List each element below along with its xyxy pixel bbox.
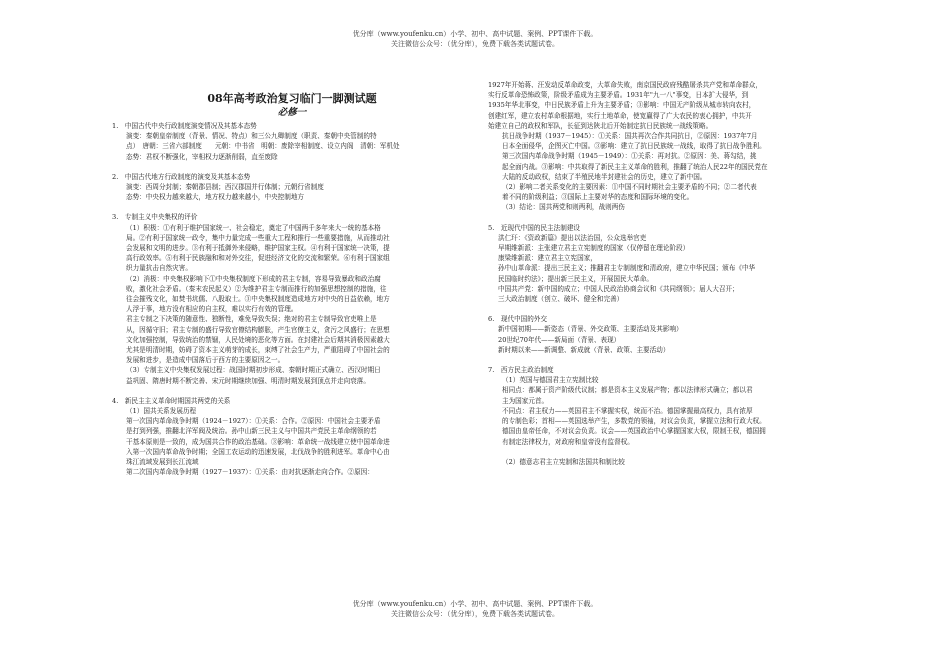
section-1-heading: 1. 中国古代中央行政制度演变情况及其基本态势 bbox=[112, 122, 257, 130]
list-item: 孙中山革命派：提出三民主义；推翻君主专制制度和清政府，建立中华民国；颁布《中华 bbox=[498, 264, 756, 273]
text-line: 织力量抗击自然灾害。 bbox=[126, 264, 192, 273]
page-footer bbox=[0, 600, 950, 619]
list-item: 中国共产党：新中国的成立；中国人民政治协商会议和《共同纲领》；届人大召开； bbox=[498, 284, 739, 293]
list-item: 新时期以来——新调整、新成就（背景、政策、主要活动） bbox=[498, 345, 670, 354]
text-line: 德国由皇帝任命，不对议会负责。议会——英国政治中心掌握国家大权，限制王权，德国拥 bbox=[502, 427, 766, 436]
text-line: 往会摧残文化，如焚书坑儒、八股取士。③中央集权制度造成地方对中央的日益依赖，地方 bbox=[126, 295, 390, 304]
text-line: （2）消极：中央集权影响下①中央集权制度下形成的君主专制，容易导致暴政和政治腐 bbox=[126, 274, 381, 283]
war-of-resistance-para bbox=[488, 131, 848, 151]
section-7-subheading-2: （2）德意志君主立宪制和法国共和制比较 bbox=[502, 457, 625, 466]
text-line: 君主专制之下决策的随意性、独断性，难免导致失误；绝对的君主专制导致官吏唯上是 bbox=[126, 315, 377, 324]
text-line: 珠江流域发展到长江流域 bbox=[126, 458, 199, 467]
text-line: 益巩固、隋唐时期不断完善、宋元时期继续加强、明清时期发展到顶点并走向衰落。 bbox=[126, 376, 370, 385]
text-line: 创建红军，建立农村革命根据地，实行土地革命，使宽赢得了广大农民的衷心拥护，中共开 bbox=[488, 111, 752, 120]
text-line: 人浮于事，地方没有相应的自主权，难以实行有效的管理。 bbox=[126, 305, 298, 314]
list-item: 洪仁玕：《资政新篇》提出以法治国，公众选举官吏 bbox=[498, 233, 647, 242]
continued-para bbox=[488, 80, 848, 131]
text-line: 日本全面侵华，企图灭亡中国。③影响：建立了抗日民族统一战线，取得了抗日战争胜利。 bbox=[502, 142, 766, 151]
text-line: 文化加强控制，导致统治的禁锢，人民处境的恶化等方面。在封建社会后期其消极因素越大 bbox=[126, 335, 390, 344]
section-2-heading: 2. 中国古代地方行政制度的演变及其基本态势 bbox=[112, 172, 251, 181]
text-line: 局。②有利于国家统一政令，集中力量完成一些重大工程和推行一些重要措施，从而推动社 bbox=[126, 233, 390, 242]
right-column bbox=[488, 80, 848, 467]
left-column bbox=[112, 92, 472, 478]
text-line: 从，因循守旧；君主专制的盛行导致官僚结构膨胀，产生官僚主义，贪污之风盛行；在思想 bbox=[126, 325, 390, 334]
list-item: 早期维新派：主张建立君主立宪制度的国家（仅停留在理论阶段） bbox=[498, 244, 690, 253]
text-line: 尤其是明清时期，妨碍了资本主义萌芽的成长，束缚了社会生产力，严重阻碍了中国社会的 bbox=[126, 346, 390, 355]
text-line: 发展和进步，是造成中国落后于西方的主要原因之一。 bbox=[126, 356, 285, 365]
text-line: 始建立自己的政权和军队，长征到达陕北后开始制定抗日民族统一战线策略。 bbox=[488, 121, 713, 130]
document-subtitle: 必修一 bbox=[277, 107, 307, 118]
text-line: 第三次国内革命战争时期（1945－1949）：①关系：再对抗。②原因：美、蒋勾结，挑 bbox=[502, 152, 757, 161]
list-item: 三大政治制度（创立、破坏、健全和完善） bbox=[498, 295, 624, 304]
footer-line-1: 优分库（www.youfenku.cn）小学、初中、高中试题、案例、PPT课件下载。 bbox=[352, 600, 598, 608]
text-line: 高行政效率。⑤有利于民族融和和对外交往，促进经济文化的交流和繁荣。⑥有利于国家组 bbox=[126, 254, 390, 263]
list-item: 民国临时约法》；提出新三民主义，开展国民大革命。 bbox=[498, 274, 653, 283]
section-6-heading: 6. 现代中国的外交 bbox=[488, 315, 548, 324]
text-line: 干基本原则是一致的，成为国共合作的政治基础。③影响：革命统一战线建立使中国革命进 bbox=[126, 437, 390, 446]
text-line: 1935年华北事变，中日民族矛盾上升为主要矛盾；③影响：中国无产阶级从城市转向农村， bbox=[488, 101, 756, 110]
page-header bbox=[0, 30, 950, 49]
section-5-list bbox=[488, 233, 848, 304]
text-line: （2）影响二者关系变化的主要因素：①中国不同时期社会主要矛盾的不同；②二者代表 bbox=[502, 183, 757, 192]
third-civil-war-para bbox=[488, 151, 848, 182]
text-line: （1）积极：①有利于维护国家统一、社会稳定，奠定了中国两千多年来大一统的基本格 bbox=[126, 223, 381, 232]
text-line: 有制定法律权力，对政府和皇帝没有监督权。 bbox=[502, 437, 634, 446]
factors-para bbox=[488, 182, 848, 202]
similarities-para bbox=[488, 385, 848, 405]
section-2-line: 演变：西周分封制；秦朝郡县制；西汉郡国并行体制；元朝行省制度 bbox=[126, 183, 324, 192]
text-line: 第一次国内革命战争时期（1924－1927）：①关系：合作。②原因：中国社会主要矛盾 bbox=[126, 417, 381, 426]
section-3-para-3 bbox=[112, 314, 472, 365]
section-6-list bbox=[488, 324, 848, 355]
header-line-2: 关注微信公众号：（优分库），免费下载各类试题试卷。 bbox=[391, 39, 559, 48]
text-line: 会发展和文明的进步。③有利于抵御外来侵略，维护国家主权。④有利于国家统一决策，提 bbox=[126, 244, 390, 253]
text-line: （3）专制主义中央集权发展过程：战国时期初步形成、秦朝时期正式确立、西汉时期日 bbox=[126, 366, 381, 375]
text-line: 的专制色彩；首相——英国选举产生，多数党的领袖，对议会负责，掌握立法和行政大权。 bbox=[502, 417, 766, 426]
list-item: 康梁维新派：建立君主立宪国家， bbox=[498, 254, 597, 263]
section-1-line: 点） 唐朝：三省六部制度 元朝：中书省 明朝：废除宰相制度、设立内阁 清朝：军机处 bbox=[126, 142, 400, 151]
text-line: 大陆的反动政权，结束了半殖民地半封建社会的历史，建立了新中国。 bbox=[502, 172, 707, 181]
section-3-para-1 bbox=[112, 223, 472, 274]
list-item: 20世纪70年代——新局面（背景、表现） bbox=[498, 335, 621, 344]
differences-para bbox=[488, 406, 848, 447]
section-4-heading: 4. 新民主主义革命时期国共两党的关系 bbox=[112, 396, 231, 405]
text-line: 1927年开始蒋、汪发动反革命政变，大革命失败，南京国民政府残酷屠杀共产党和革命群众， bbox=[488, 81, 762, 89]
section-2-line: 态势：中央权力越来越大，地方权力越来越小，中央控制地方 bbox=[126, 193, 305, 202]
section-3-heading: 3. 专制主义中央集权的评价 bbox=[112, 213, 198, 222]
header-line-1: 优分库（www.youfenku.cn）小学、初中、高中试题、案例、PPT课件下载。 bbox=[352, 30, 598, 38]
text-line: 不同点：君主权力——英国君主不掌握实权，统而不治。德国掌握最高权力，具有浓厚 bbox=[502, 406, 753, 415]
text-line: 败，激化社会矛盾。（秦末农民起义）②为维护君主专制而推行的加强思想控制的措施，往 bbox=[126, 284, 387, 293]
section-3-para-4 bbox=[112, 365, 472, 385]
section-7-heading: 7. 西方民主政治制度 bbox=[488, 366, 554, 375]
section-4-para-2: 第二次国内革命战争时期（1927－1937）：①关系：由对抗逐渐走向合作。②原因： bbox=[126, 468, 374, 477]
section-1-line: 演变：秦朝皇帝制度（背景、情况、特点）和三公九卿制度（职责、秦朝中央管制的特 bbox=[126, 132, 377, 141]
section-4-subheading: （1）国共关系发展历程 bbox=[126, 407, 197, 416]
section-4-para-1 bbox=[112, 416, 472, 467]
section-3-para-2 bbox=[112, 274, 472, 315]
text-line: 是打到列强，推翻北洋军阀及统治。孙中山新三民主义与中国共产党民主革命纲领的若 bbox=[126, 427, 377, 436]
section-7-subheading: （1）英国与德国君主立宪制比较 bbox=[502, 376, 599, 385]
text-line: 主为国家元首。 bbox=[502, 396, 549, 405]
text-line: 相同点：都属于资产阶级代议制；都是资本主义发展产物；都以法律形式确立；都以君 bbox=[502, 386, 753, 395]
conclusion-line: （3）结论：国共两党和则两利，战则两伤 bbox=[502, 203, 625, 212]
text-line: 实行反革命恐怖政策，阶级矛盾成为主要矛盾。1931年"九一八"事变，日本扩大侵华，到 bbox=[488, 91, 749, 100]
text-line: 起全面内战。③影响：中共取得了新民主主义革命的胜利，推翻了统治人民22年的国民党在 bbox=[502, 162, 768, 171]
section-5-heading: 5. 近现代中国的民主法制建设 bbox=[488, 223, 581, 232]
footer-line-2: 关注微信公众号：（优分库），免费下载各类试题试卷。 bbox=[391, 609, 559, 618]
list-item: 新中国初期——新姿态（背景、外交政策、主要活动及其影响） bbox=[498, 325, 683, 334]
text-line: 入第一次国内革命战争时期；全国工农运动的迅速发展，北伐战争的胜利进军。革命中心由 bbox=[126, 447, 390, 456]
text-line: 抗日战争时期（1937－1945）：①关系：国共再次合作共同抗日，②原因：1937年7月 bbox=[502, 132, 758, 141]
text-line: 着不同的阶级利益；③国际上主要对华的态度和国际环境的变化。 bbox=[502, 193, 694, 202]
document-title: 08年高考政治复习临门一脚测试题 bbox=[207, 92, 377, 105]
section-1-line: 态势：君权不断强化，宰相权力逐渐削弱，直至废除 bbox=[126, 152, 278, 161]
